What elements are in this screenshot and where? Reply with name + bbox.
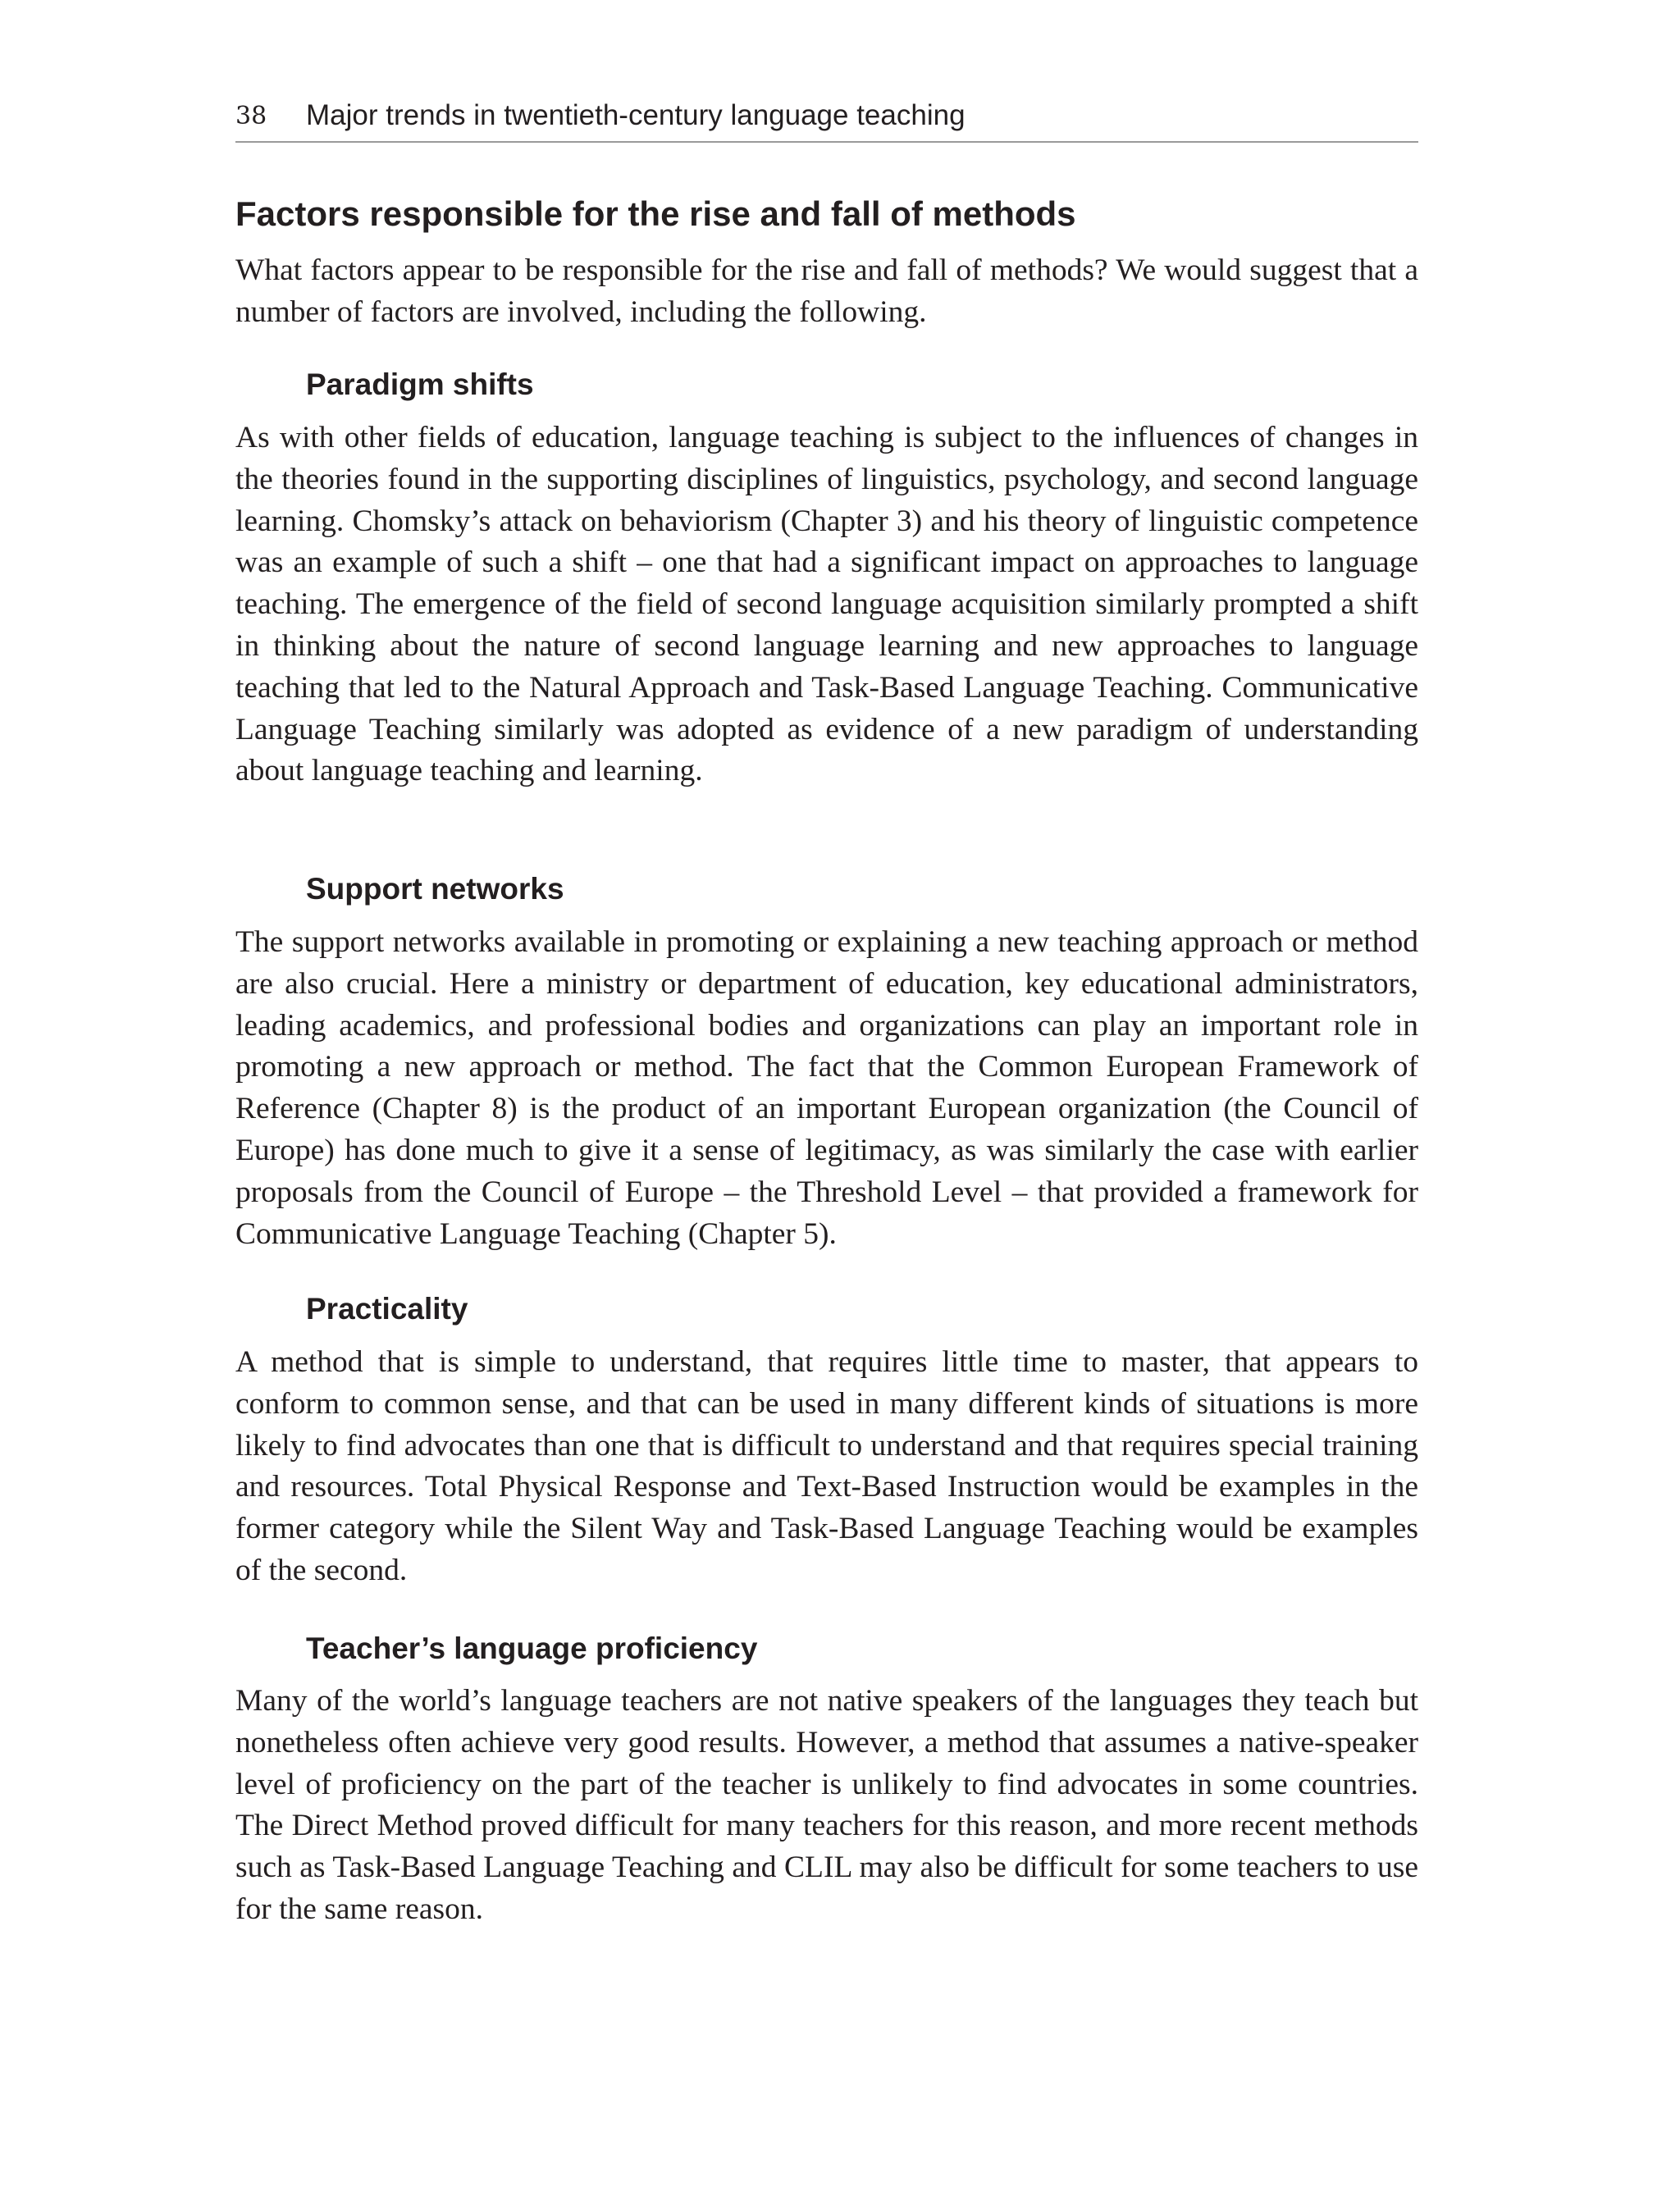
running-head [235, 97, 1418, 143]
subheading-practicality: Practicality [306, 1292, 468, 1326]
paragraph-teachers-language-proficiency: Many of the world’s language teachers are not native speakers of the languages they teach but nonetheless often achieve very good results. However, a method that assumes a native-speaker level of proficiency on the part of the teacher is unlikely to find advocates in some countries. The Direct Method proved difficult for many teachers for this reason, and more recent methods such as Task-Based Language Teaching and CLIL may also be difficult for some teachers to use for the same reason. [235, 1684, 1418, 1926]
paragraph-practicality: A method that is simple to understand, that requires little time to master, that appears to conform to common sense, and that can be used in many different kinds of situations is more likely to find advocates than one that is difficult to understand and that requires special training and resources. Total Physical Response and Text-Based Instruction would be examples in the former category while the Silent Way and Task-Based Language Teaching would be examples of the second. [235, 1345, 1418, 1587]
subheading-paradigm-shifts: Paradigm shifts [306, 367, 534, 401]
subheading-support-networks: Support networks [306, 872, 564, 906]
intro-paragraph: What factors appear to be responsible for the rise and fall of methods? We would suggest that a number of factors are involved, including the following. [235, 253, 1418, 329]
paragraph-paradigm-shifts: As with other fields of education, language teaching is subject to the influences of changes in the theories found in the supporting disciplines of linguistics, psychology, and second language learning. Chomsky’s attack on behaviorism (Chapter 3) and his theory of linguistic competence was an example of such a shift – one that had a significant impact on approaches to language teaching. The emergence of the field of second language acquisition similarly prompted a shift in thinking about the nature of second language learning and new approaches to language teaching that led to the Natural Approach and Task-Based Language Teaching. Communicative Language Teaching similarly was adopted as evidence of a new paradigm of understanding about language teaching and learning. [235, 421, 1418, 788]
paragraph-support-networks: The support networks available in promoting or explaining a new teaching approach or method are also crucial. Here a ministry or department of education, key educational administrators, leading academics, and professional bodies and organizations can play an important role in promoting a new approach or method. The fact that the Common European Framework of Reference (Chapter 8) is the product of an important European organization (the Council of Europe) has done much to give it a sense of legitimacy, as was similarly the case with earlier proposals from the Council of Europe – the Threshold Level – that provided a framework for Communicative Language Teaching (Chapter 5). [235, 925, 1418, 1251]
section-title: Factors responsible for the rise and fall of methods [235, 194, 1076, 233]
page-number: 38 [235, 102, 267, 130]
subheading-teachers-language-proficiency: Teacher’s language proficiency [306, 1632, 758, 1665]
running-title: Major trends in twentieth-century language teaching [306, 99, 966, 131]
